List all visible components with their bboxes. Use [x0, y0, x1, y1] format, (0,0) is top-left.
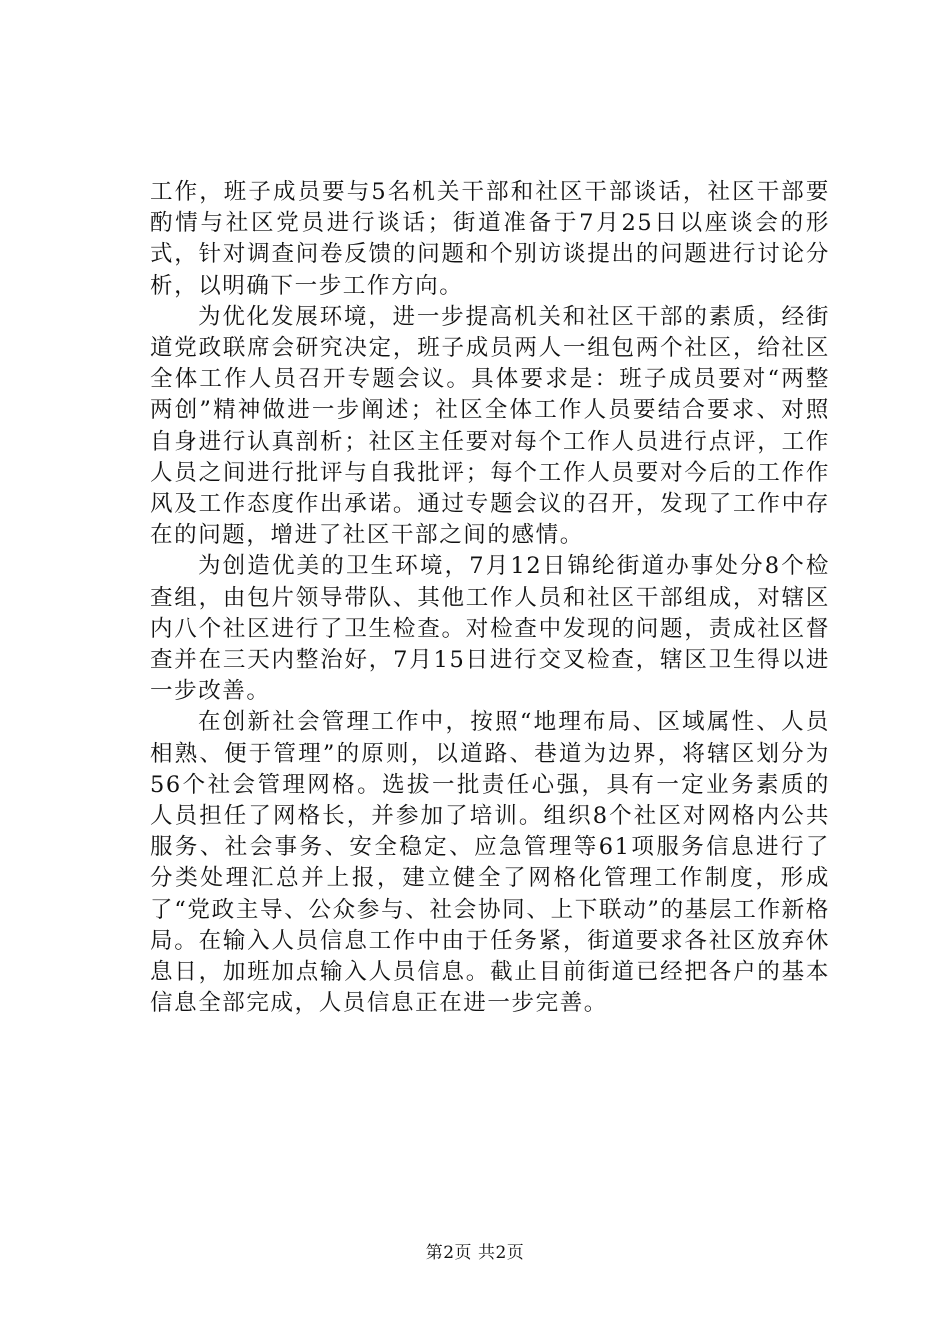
paragraph-3: 为创造优美的卫生环境，7月12日锦纶街道办事处分8个检查组，由包片领导带队、其他工作人员和社区干部组成，对辖区内八个社区进行了卫生检查。对检查中发现的问题，责成社区督查并在三天内整治好，7月15日进行交叉检查，辖区卫生得以进一步改善。: [150, 553, 830, 705]
page-number: 第2页 共2页: [425, 1243, 525, 1263]
page-footer: [0, 1243, 950, 1263]
paragraph-1: 工作，班子成员要与5名机关干部和社区干部谈话，社区干部要酌情与社区党员进行谈话；街道准备于7月25日以座谈会的形式，针对调查问卷反馈的问题和个别访谈提出的问题进行讨论分析，以明确下一步工作方向。: [150, 179, 830, 299]
document-body: [150, 177, 830, 1019]
paragraph-2: 为优化发展环境，进一步提高机关和社区干部的素质，经街道党政联席会研究决定，班子成员两人一组包两个社区，给社区全体工作人员召开专题会议。具体要求是：班子成员要对“两整两创”精神做进一步阐述；社区全体工作人员要结合要求、对照自身进行认真剖析；社区主任要对每个工作人员进行点评，工作人员之间进行批评与自我批评；每个工作人员要对今后的工作作风及工作态度作出承诺。通过专题会议的召开，发现了工作中存在的问题，增进了社区干部之间的感情。: [150, 303, 830, 549]
paragraph-4: 在创新社会管理工作中，按照“地理布局、区域属性、人员相熟、便于管理”的原则，以道路、巷道为边界，将辖区划分为56个社会管理网格。选拔一批责任心强，具有一定业务素质的人员担任了网格长，并参加了培训。组织8个社区对网格内公共服务、社会事务、安全稳定、应急管理等61项服务信息进行了分类处理汇总并上报，建立健全了网格化管理工作制度，形成了“党政主导、公众参与、社会协同、上下联动”的基层工作新格局。在输入人员信息工作中由于任务紧，街道要求各社区放弃休息日，加班加点输入人员信息。截止目前街道已经把各户的基本信息全部完成，人员信息正在进一步完善。: [150, 709, 830, 1017]
